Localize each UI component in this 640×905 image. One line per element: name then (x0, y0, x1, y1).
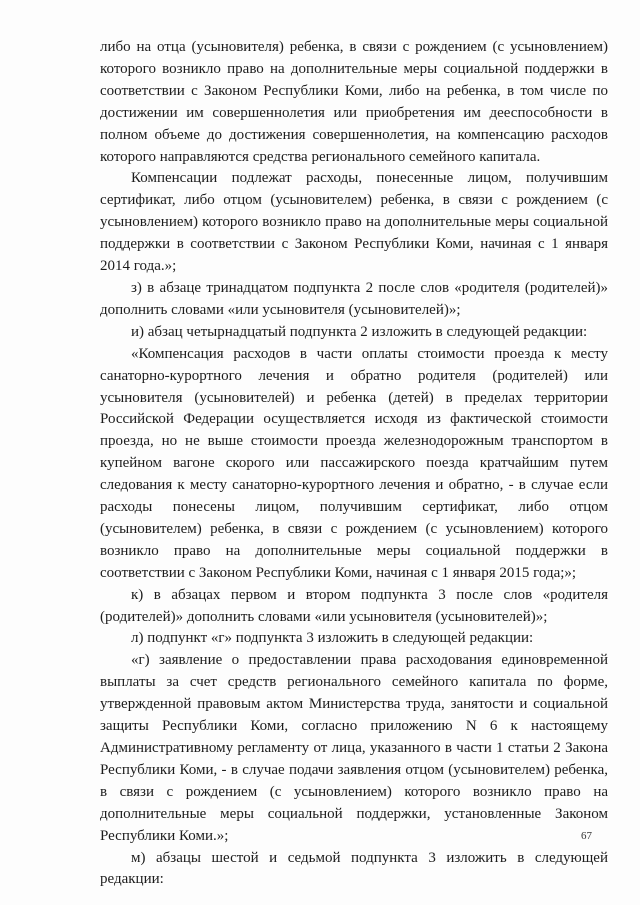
paragraph-travel-compensation: «Компенсация расходов в части оплаты стоимости проезда к месту санаторно-курортного лечения и обратно родителя (родителей) или усыновителя (усыновителей) и ребенка (детей) в пределах территории Российской Федерации осуществляется исходя из фактической стоимости проезда, но не выше стоимости проезда железнодорожным транспортом в купейном вагоне скорого или пассажирского поезда кратчайшим путем следования к месту санаторно-курортного лечения и обратно, - в случае если расходы понесены лицом, получившим сертификат, либо отцом (усыновителем) ребенка, в связи с рождением (с усыновлением) которого возникло право на дополнительные меры социальной поддержки в соответствии с Законом Республики Коми, начиная с 1 января 2015 года;»; (100, 345, 608, 581)
paragraph-item-l: л) подпункт «г» подпункта 3 изложить в следующей редакции: (131, 630, 534, 647)
paragraph-continuation: либо на отца (усыновителя) ребенка, в связи с рождением (с усыновлением) которого возникло право на дополнительные меры социальной поддержки в соответствии с Законом Республики Коми, либо на ребенка, в том числе по достижении им совершеннолетия или приобретения им дееспособности в полном объеме до достижения совершеннолетия, на компенсацию расходов которого направляются средства регионального семейного капитала. (100, 39, 608, 165)
page-number: 67 (581, 830, 592, 842)
paragraph-compensation-expenses: Компенсации подлежат расходы, понесенные лицом, получившим сертификат, либо отцом (усыновителем) ребенка, в связи с рождением (с усыновлением) которого возникло право на дополнительные меры социальной поддержки в соответствии с Законом Республики Коми, начиная с 1 января 2014 года.»; (100, 170, 608, 275)
paragraph-item-k: к) в абзацах первом и втором подпункта 3 после слов «родителя (родителей)» дополнить словами «или усыновителя (усыновителей)»; (100, 586, 608, 625)
paragraph-item-z: з) в абзаце тринадцатом подпункта 2 после слов «родителя (родителей)» дополнить словами «или усыновителя (усыновителей)»; (100, 279, 608, 318)
paragraph-item-m: м) абзацы шестой и седьмой подпункта 3 изложить в следующей редакции: (100, 849, 608, 888)
paragraph-item-i: и) абзац четырнадцатый подпункта 2 изложить в следующей редакции: (131, 323, 588, 340)
paragraph-application-g: «г) заявление о предоставлении права расходования единовременной выплаты за счет средств регионального семейного капитала по форме, утвержденной правовым актом Министерства труда, занятости и социальной защиты Республики Коми, согласно приложению N 6 к настоящему Административному регламенту от лица, указанного в части 1 статьи 2 Закона Республики Коми, - в случае подачи заявления отцом (усыновителем) ребенка, в связи с рождением (с усыновлением) которого возникло право на дополнительные меры социальной поддержки, установленные Законом Республики Коми.»; (100, 652, 608, 844)
document-body (100, 37, 608, 891)
